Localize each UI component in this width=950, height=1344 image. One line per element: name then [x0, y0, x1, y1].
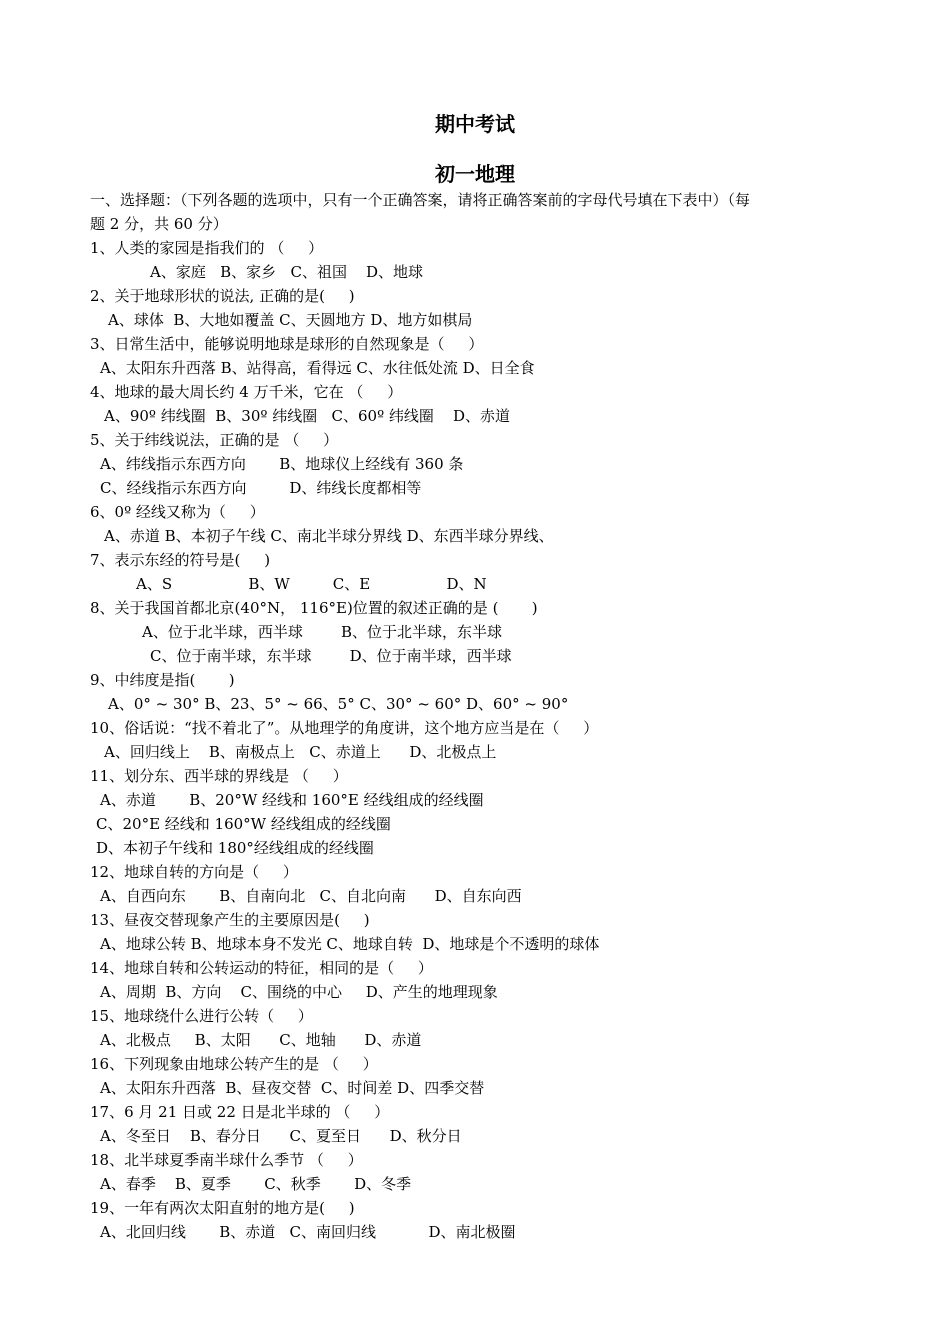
option-line: A、0° ~ 30° B、23、5° ~ 66、5° C、30° ~ 60° D、60° ~ 90°	[108, 695, 569, 713]
question-line: 16、下列现象由地球公转产生的是 （ ）	[90, 1055, 378, 1073]
question-line: 19、一年有两次太阳直射的地方是( )	[90, 1199, 355, 1217]
option-line: A、北回归线 B、赤道 C、南回归线 D、南北极圈	[100, 1223, 516, 1241]
question-line: 17、6 月 21 日或 22 日是北半球的 （ ）	[90, 1103, 390, 1121]
option-line: A、春季 B、夏季 C、秋季 D、冬季	[100, 1175, 412, 1193]
question-line: 6、0º 经线又称为（ ）	[90, 503, 265, 521]
exam-subtitle: 初一地理	[435, 162, 515, 186]
question-line: 题 2 分，共 60 分）	[90, 215, 228, 233]
option-line: A、太阳东升西落 B、昼夜交替 C、时间差 D、四季交替	[100, 1079, 485, 1097]
question-line: 9、中纬度是指( )	[90, 671, 235, 689]
question-line: 4、地球的最大周长约 4 万千米，它在 （ ）	[90, 383, 403, 401]
option-line: A、回归线上 B、南极点上 C、赤道上 D、北极点上	[104, 743, 497, 761]
option-line: A、球体 B、大地如覆盖 C、天圆地方 D、地方如棋局	[108, 311, 473, 329]
option-line: A、地球公转 B、地球本身不发光 C、地球自转 D、地球是个不透明的球体	[100, 935, 600, 953]
question-line: 一、选择题：（下列各题的选项中，只有一个正确答案，请将正确答案前的字母代号填在下表中）（每	[90, 191, 751, 209]
option-line: C、经线指示东西方向 D、纬线长度都相等	[100, 479, 422, 497]
question-line: 8、关于我国首都北京(40°N， 116°E)位置的叙述正确的是 ( )	[90, 599, 538, 617]
option-line: A、周期 B、方向 C、围绕的中心 D、产生的地理现象	[100, 983, 498, 1001]
option-line: A、S B、W C、E D、N	[136, 575, 487, 593]
option-line: A、家庭 B、家乡 C、祖国 D、地球	[150, 263, 424, 281]
option-line: A、90º 纬线圈 B、30º 纬线圈 C、60º 纬线圈 D、赤道	[104, 407, 510, 425]
question-line: 13、昼夜交替现象产生的主要原因是( )	[90, 911, 370, 929]
option-line: A、纬线指示东西方向 B、地球仪上经线有 360 条	[100, 455, 464, 473]
option-line: C、位于南半球，东半球 D、位于南半球，西半球	[150, 647, 512, 665]
option-line: A、位于北半球，西半球 B、位于北半球，东半球	[142, 623, 503, 641]
option-line: D、本初子午线和 180°经线组成的经线圈	[96, 839, 374, 857]
question-line: 14、地球自转和公转运动的特征，相同的是（ ）	[90, 959, 433, 977]
option-line: A、冬至日 B、春分日 C、夏至日 D、秋分日	[100, 1127, 462, 1145]
question-line: 3、日常生活中，能够说明地球是球形的自然现象是（ ）	[90, 335, 484, 353]
question-line: 5、关于纬线说法，正确的是 （ ）	[90, 431, 339, 449]
question-line: 18、北半球夏季南半球什么季节 （ ）	[90, 1151, 363, 1169]
question-line: 7、表示东经的符号是( )	[90, 551, 271, 569]
question-line: 11、划分东、西半球的界线是 （ ）	[90, 767, 348, 785]
question-line: 2、关于地球形状的说法, 正确的是( )	[90, 287, 355, 305]
option-line: A、自西向东 B、自南向北 C、自北向南 D、自东向西	[100, 887, 522, 905]
question-line: 12、地球自转的方向是（ ）	[90, 863, 298, 881]
option-line: A、北极点 B、太阳 C、地轴 D、赤道	[100, 1031, 422, 1049]
option-line: A、赤道 B、20°W 经线和 160°E 经线组成的经线圈	[100, 791, 484, 809]
option-line: C、20°E 经线和 160°W 经线组成的经线圈	[96, 815, 391, 833]
question-line: 10、俗话说：“找不着北了”。从地理学的角度讲，这个地方应当是在（ ）	[90, 719, 599, 737]
question-line: 15、地球绕什么进行公转（ ）	[90, 1007, 313, 1025]
option-line: A、赤道 B、本初子午线 C、南北半球分界线 D、东西半球分界线、	[104, 527, 554, 545]
exam-title: 期中考试	[435, 112, 515, 136]
question-line: 1、人类的家园是指我们的 （ ）	[90, 239, 324, 257]
option-line: A、太阳东升西落 B、站得高，看得远 C、水往低处流 D、日全食	[100, 359, 535, 377]
